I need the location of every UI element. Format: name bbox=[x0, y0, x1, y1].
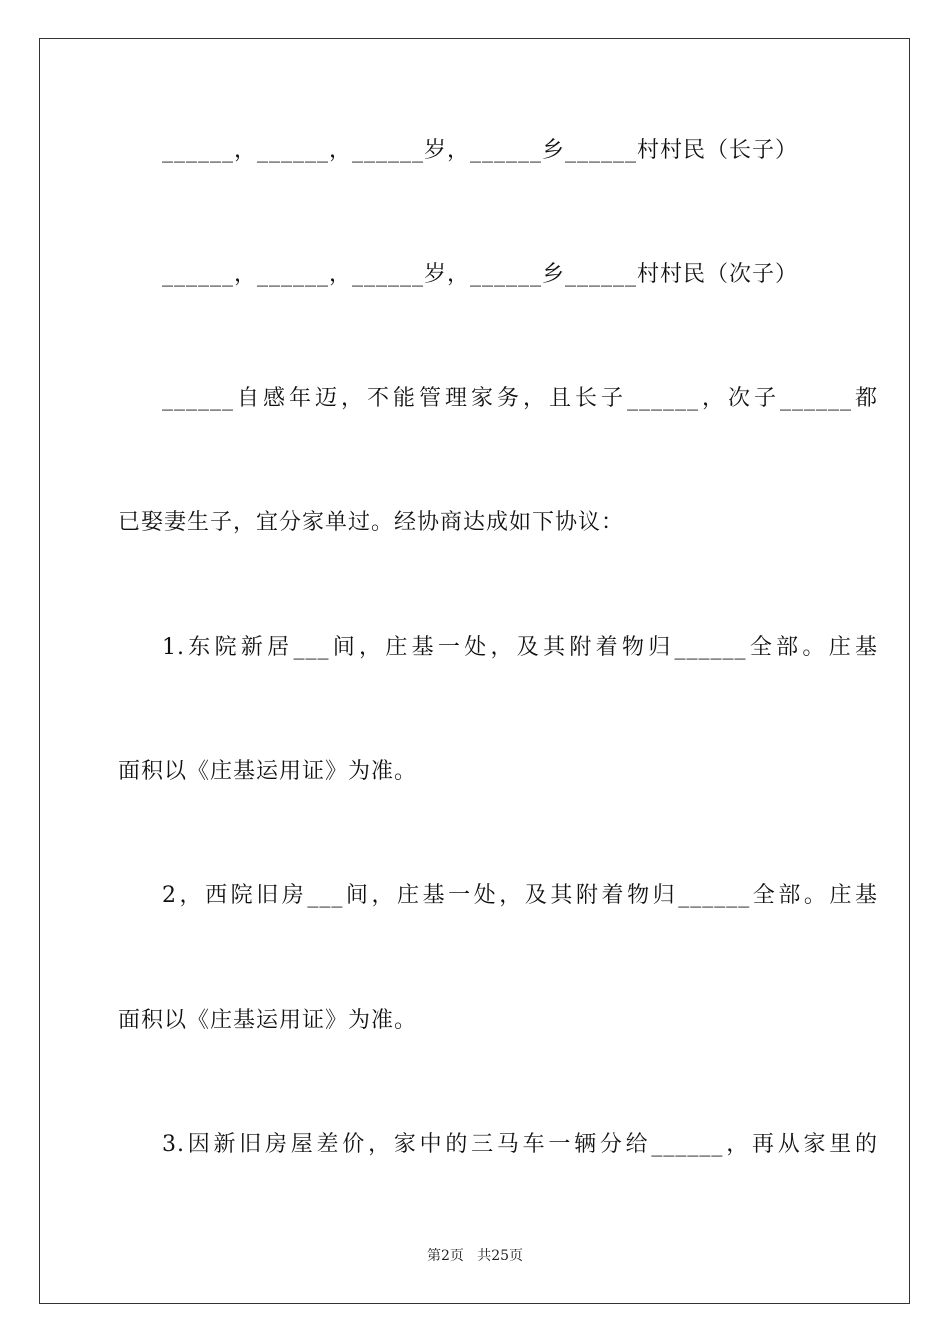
paragraph-line-item-1: 1.东院新居___间，庄基一处，及其附着物归______全部。庄基 bbox=[162, 635, 878, 660]
paragraph-line-item-3: 3.因新旧房屋差价，家中的三马车一辆分给______，再从家里的 bbox=[162, 1132, 878, 1157]
paragraph-line-intro: ______自感年迈，不能管理家务，且长子______，次子______都 bbox=[162, 386, 878, 411]
paragraph-line-intro-cont: 已娶妻生子，宜分家单过。经协商达成如下协议： bbox=[118, 510, 625, 535]
paragraph-line-item-2: 2，西院旧房___间，庄基一处，及其附着物归______全部。庄基 bbox=[162, 883, 878, 908]
paragraph-line-item-1-cont: 面积以《庄基运用证》为准。 bbox=[118, 759, 418, 784]
paragraph-line-second-son: ______，______，______岁，______乡______村村民（次子） bbox=[162, 262, 799, 287]
page-border bbox=[39, 38, 910, 1304]
paragraph-line-item-2-cont: 面积以《庄基运用证》为准。 bbox=[118, 1008, 418, 1033]
page-number-footer: 第2页 共25页 bbox=[426, 1248, 524, 1264]
paragraph-line-eldest-son: ______，______，______岁，______乡______村村民（长子） bbox=[162, 138, 799, 163]
